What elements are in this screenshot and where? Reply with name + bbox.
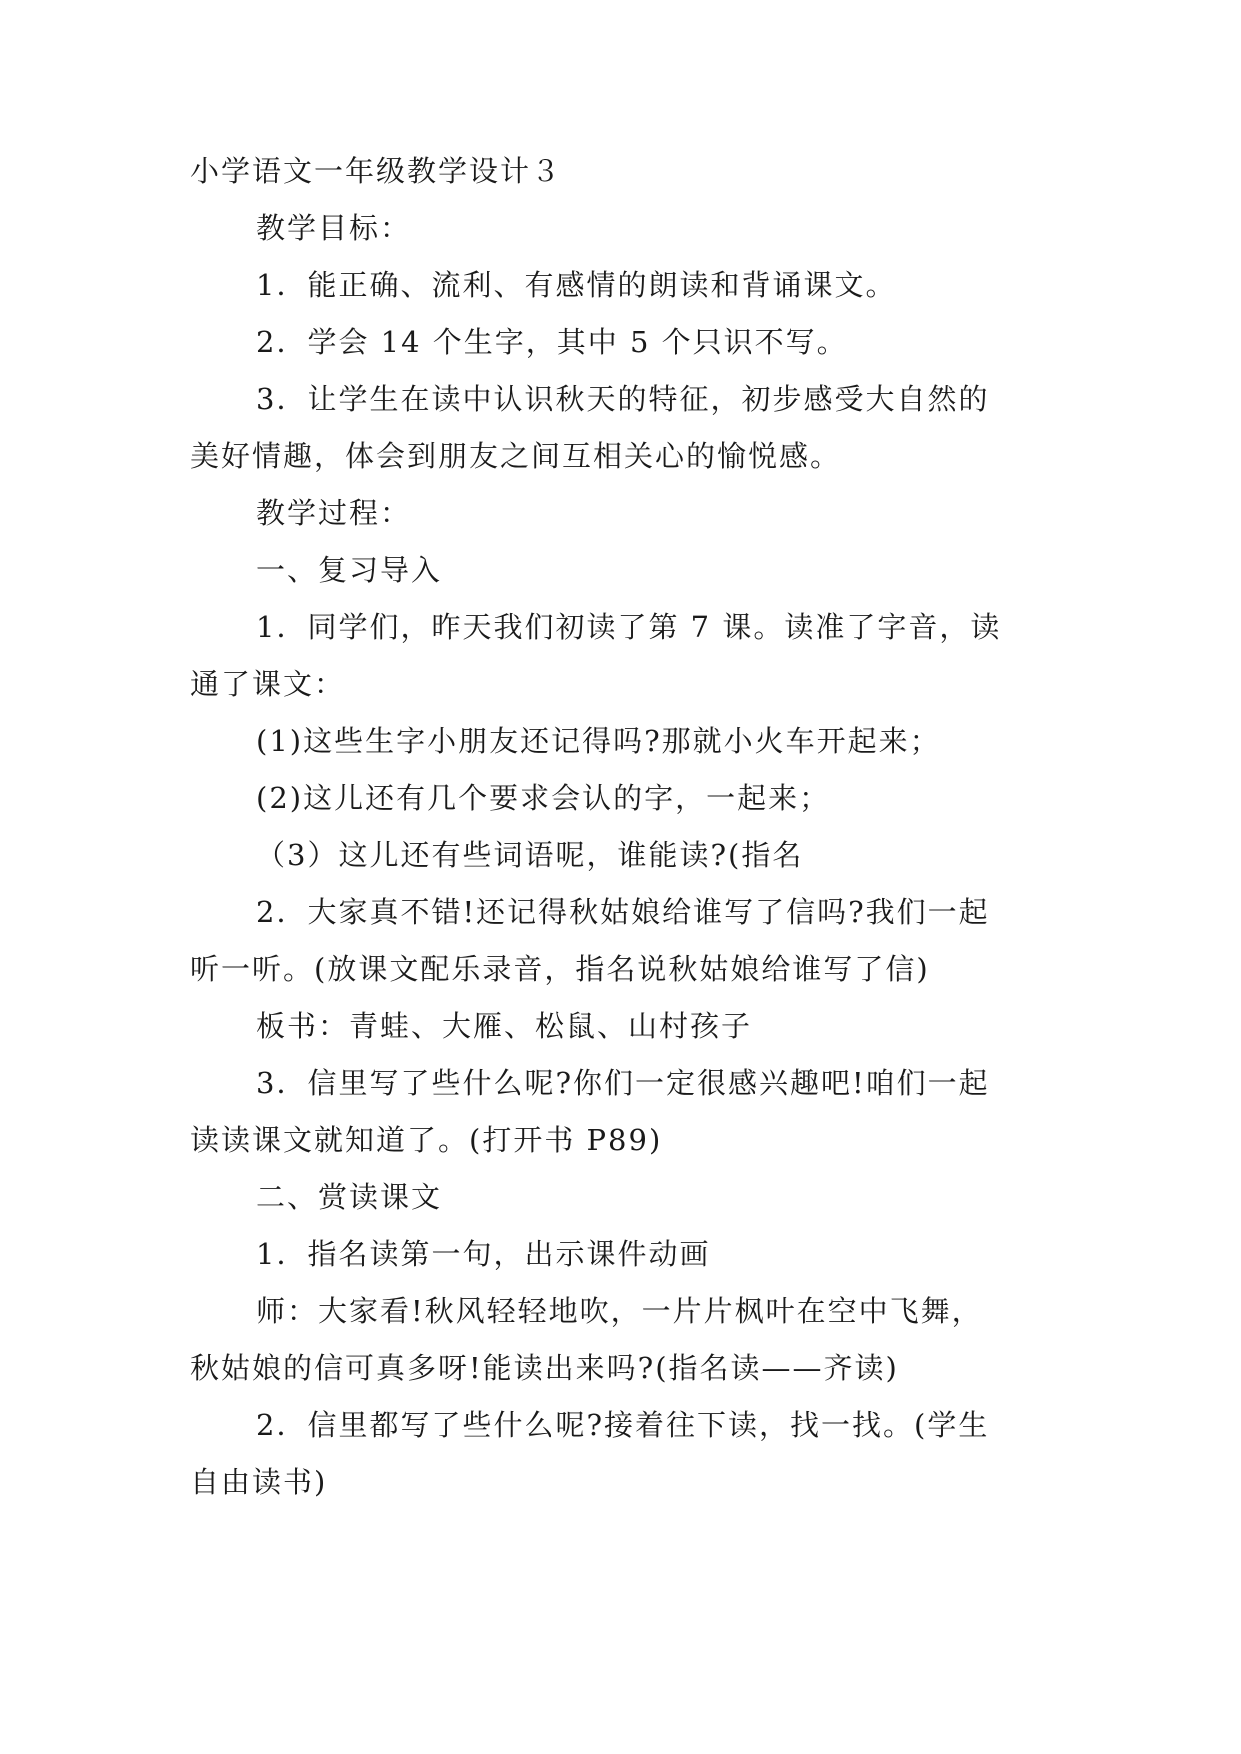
paragraph-line: 师：大家看!秋风轻轻地吹，一片片枫叶在空中飞舞，: [256, 1294, 983, 1328]
paragraph-line: (2)这儿还有几个要求会认的字，一起来；: [256, 781, 831, 815]
paragraph-line: 3．让学生在读中认识秋天的特征，初步感受大自然的: [256, 382, 990, 416]
paragraph-line: 秋姑娘的信可真多呀!能读出来吗?(指名读——齐读): [190, 1351, 899, 1385]
section-heading-goals: 教学目标：: [256, 211, 412, 245]
paragraph-line: 自由读书): [190, 1465, 328, 1499]
paragraph-line: 听一听。(放课文配乐录音，指名说秋姑娘给谁写了信): [190, 952, 930, 986]
subsection-heading: 一、复习导入: [256, 553, 443, 587]
paragraph-line: 1．指名读第一句，出示课件动画: [256, 1237, 711, 1271]
paragraph-line: 板书：青蛙、大雁、松鼠、山村孩子: [256, 1009, 753, 1043]
paragraph-line: 2．大家真不错!还记得秋姑娘给谁写了信吗?我们一起: [256, 895, 990, 929]
paragraph-line: 读读课文就知道了。(打开书 P89): [190, 1123, 663, 1157]
subsection-heading: 二、赏读课文: [256, 1180, 443, 1214]
paragraph-line: 1．能正确、流利、有感情的朗读和背诵课文。: [256, 268, 897, 302]
paragraph-line: 美好情趣，体会到朋友之间互相关心的愉悦感。: [190, 439, 842, 473]
paragraph-line: (1)这些生字小朋友还记得吗?那就小火车开起来；: [256, 724, 941, 758]
section-heading-process: 教学过程：: [256, 496, 412, 530]
paragraph-line: 2．学会 14 个生字，其中 5 个只识不写。: [256, 325, 848, 359]
paragraph-line: 通了课文：: [190, 667, 346, 701]
paragraph-line: 2．信里都写了些什么呢?接着往下读，找一找。(学生: [256, 1408, 990, 1442]
paragraph-line: 3．信里写了些什么呢?你们一定很感兴趣吧!咱们一起: [256, 1066, 990, 1100]
paragraph-line: （3）这儿还有些词语呢，谁能读?(指名: [256, 838, 804, 872]
paragraph-line: 1．同学们，昨天我们初读了第 7 课。读准了字音，读: [256, 610, 1002, 644]
document-title: 小学语文一年级教学设计３: [190, 154, 563, 188]
